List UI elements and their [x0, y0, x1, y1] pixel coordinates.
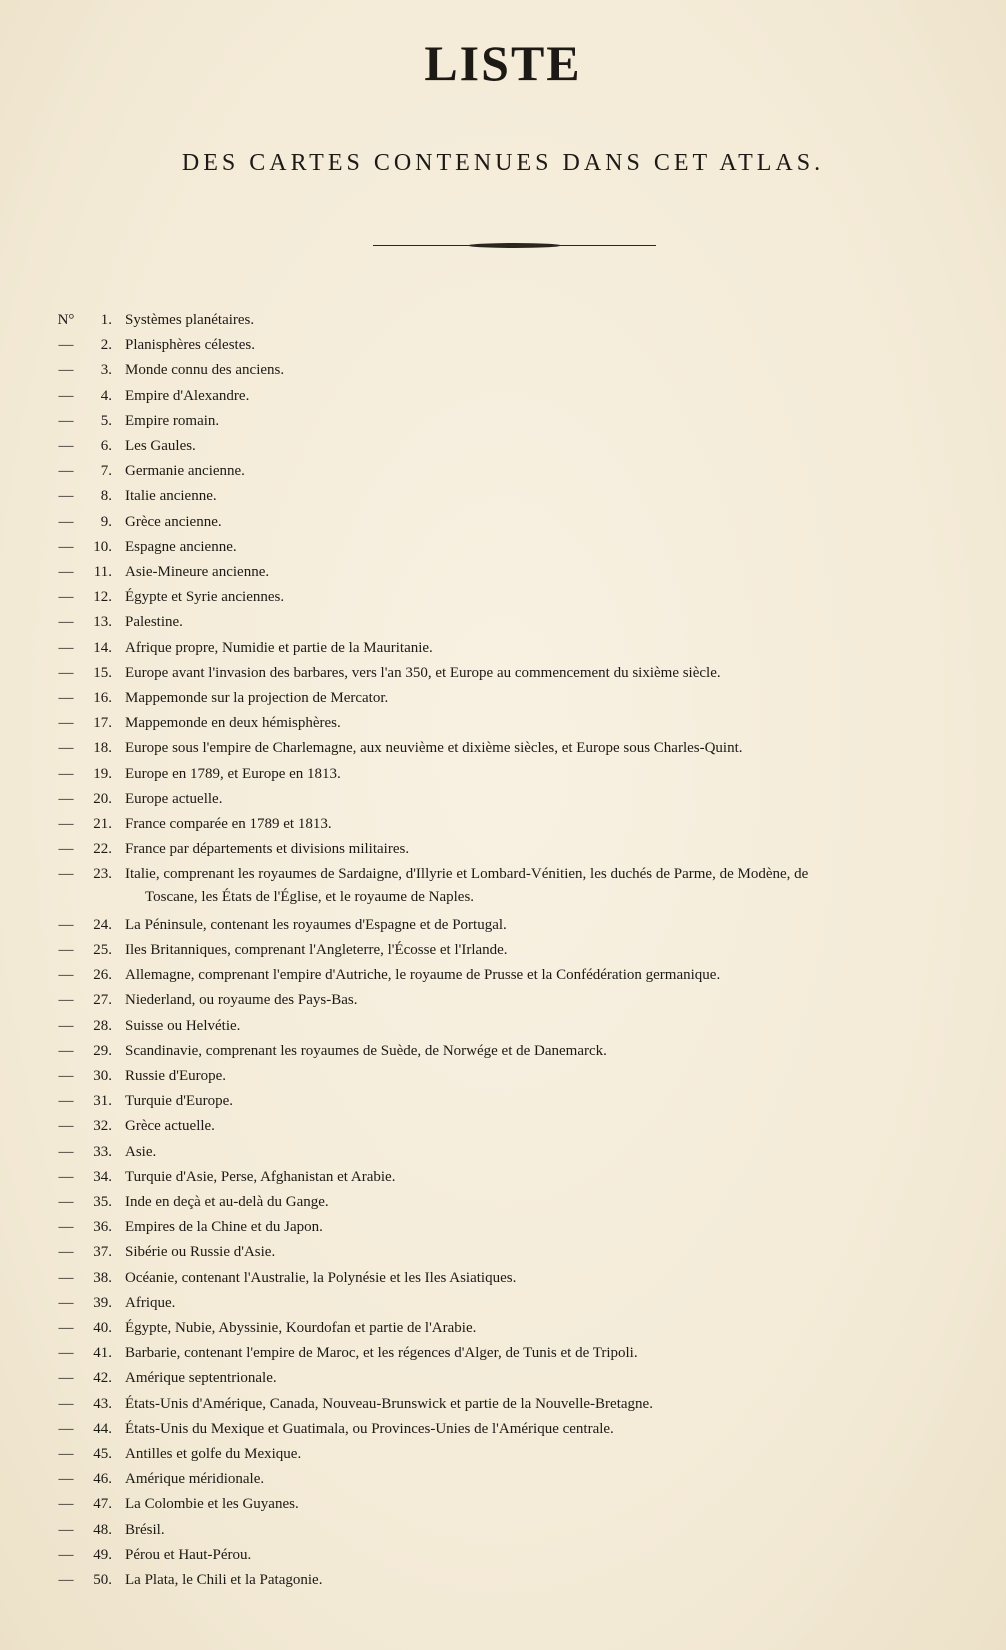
- map-title: Mappemonde sur la projection de Mercator.: [125, 690, 389, 706]
- map-number: 29.: [93, 1043, 112, 1059]
- map-number: 48.: [93, 1522, 112, 1538]
- map-number: 41.: [93, 1345, 112, 1361]
- map-title: Turquie d'Europe.: [125, 1093, 233, 1109]
- ditto-dash: —: [58, 1295, 74, 1311]
- map-number: 44.: [93, 1421, 112, 1437]
- map-title: Europe sous l'empire de Charlemagne, aux neuvième et dixième siècles, et Europe sous Charles-Quint.: [125, 740, 743, 756]
- map-title: Empire romain.: [125, 413, 220, 429]
- map-title: Europe avant l'invasion des barbares, vers l'an 350, et Europe au commencement du sixième siècle.: [125, 665, 721, 681]
- map-title: Grèce ancienne.: [125, 514, 222, 530]
- map-title: Empires de la Chine et du Japon.: [125, 1219, 323, 1235]
- map-title: Brésil.: [125, 1522, 165, 1538]
- map-number: 35.: [93, 1194, 112, 1210]
- map-title: Italie ancienne.: [125, 488, 217, 504]
- ditto-dash: —: [58, 1194, 74, 1210]
- ditto-dash: —: [58, 967, 74, 983]
- map-number: 9.: [100, 514, 112, 530]
- map-number: 38.: [93, 1270, 112, 1286]
- ditto-dash: —: [58, 1244, 74, 1260]
- map-title: Europe actuelle.: [125, 791, 223, 807]
- ditto-dash: —: [58, 362, 74, 378]
- map-number: 47.: [93, 1496, 112, 1512]
- map-title: France par départements et divisions militaires.: [125, 841, 410, 857]
- map-title: Mappemonde en deux hémisphères.: [125, 715, 341, 731]
- map-number: 11.: [93, 564, 112, 580]
- ditto-dash: —: [58, 1572, 74, 1588]
- map-number: 30.: [93, 1068, 112, 1084]
- ditto-dash: —: [58, 514, 74, 530]
- ditto-dash: —: [58, 614, 74, 630]
- map-title: Inde en deçà et au-delà du Gange.: [125, 1194, 329, 1210]
- map-number: 34.: [93, 1169, 112, 1185]
- ditto-dash: —: [58, 388, 74, 404]
- ditto-dash: —: [58, 1219, 74, 1235]
- map-number: 20.: [93, 791, 112, 807]
- ornamental-rule: [373, 244, 656, 247]
- map-title: Sibérie ou Russie d'Asie.: [125, 1244, 276, 1260]
- map-number: 25.: [93, 942, 112, 958]
- ditto-dash: —: [58, 942, 74, 958]
- map-number: 7.: [100, 463, 112, 479]
- page-subtitle: DES CARTES CONTENUES DANS CET ATLAS.: [181, 150, 825, 176]
- map-title: États-Unis d'Amérique, Canada, Nouveau-Brunswick et partie de la Nouvelle-Bretagne.: [125, 1396, 653, 1412]
- map-number: 3.: [100, 362, 112, 378]
- map-title: Afrique.: [125, 1295, 176, 1311]
- map-title: Antilles et golfe du Mexique.: [125, 1446, 302, 1462]
- map-number: 40.: [93, 1320, 112, 1336]
- map-number: 18.: [93, 740, 112, 756]
- map-number: 17.: [93, 715, 112, 731]
- map-title: Niederland, ou royaume des Pays-Bas.: [125, 992, 358, 1008]
- map-number: 19.: [93, 766, 112, 782]
- map-title: Systèmes planétaires.: [125, 312, 255, 328]
- map-title: Espagne ancienne.: [125, 539, 237, 555]
- ditto-dash: —: [58, 1421, 74, 1437]
- ditto-dash: —: [58, 766, 74, 782]
- map-title: Les Gaules.: [125, 438, 196, 454]
- ditto-dash: —: [58, 1396, 74, 1412]
- map-title: Barbarie, contenant l'empire de Maroc, et les régences d'Alger, de Tunis et de Tripoli.: [125, 1345, 638, 1361]
- ditto-dash: —: [58, 1446, 74, 1462]
- map-number: 1.: [100, 312, 112, 328]
- map-title: Palestine.: [125, 614, 183, 630]
- map-number: 50.: [93, 1572, 112, 1588]
- map-title: Afrique propre, Numidie et partie de la Mauritanie.: [125, 640, 433, 656]
- map-number: 49.: [93, 1547, 112, 1563]
- map-title: Germanie ancienne.: [125, 463, 245, 479]
- map-number: 26.: [93, 967, 112, 983]
- number-prefix: N°: [57, 312, 75, 328]
- map-number: 39.: [93, 1295, 112, 1311]
- map-title: Planisphères célestes.: [125, 337, 255, 353]
- map-number: 21.: [93, 816, 112, 832]
- ditto-dash: —: [58, 816, 74, 832]
- map-title: Égypte, Nubie, Abyssinie, Kourdofan et partie de l'Arabie.: [125, 1320, 477, 1336]
- map-number: 23.: [93, 866, 112, 882]
- map-title: Italie, comprenant les royaumes de Sardaigne, d'Illyrie et Lombard-Vénitien, les duchés de Parme, de Modène, de: [125, 866, 809, 882]
- map-title: Monde connu des anciens.: [125, 362, 285, 378]
- map-title: France comparée en 1789 et 1813.: [125, 816, 332, 832]
- map-number: 32.: [93, 1118, 112, 1134]
- ditto-dash: —: [58, 690, 74, 706]
- map-title: Europe en 1789, et Europe en 1813.: [125, 766, 341, 782]
- map-title: Allemagne, comprenant l'empire d'Autriche, le royaume de Prusse et la Confédération germanique.: [125, 967, 721, 983]
- ditto-dash: —: [58, 1043, 74, 1059]
- ditto-dash: —: [58, 589, 74, 605]
- map-number: 12.: [93, 589, 112, 605]
- ditto-dash: —: [58, 866, 74, 882]
- map-number: 15.: [93, 665, 112, 681]
- ditto-dash: —: [58, 1522, 74, 1538]
- ditto-dash: —: [58, 917, 74, 933]
- ditto-dash: —: [58, 564, 74, 580]
- map-number: 13.: [93, 614, 112, 630]
- map-title: La Péninsule, contenant les royaumes d'Espagne et de Portugal.: [125, 917, 507, 933]
- map-number: 37.: [93, 1244, 112, 1260]
- ditto-dash: —: [58, 1320, 74, 1336]
- ditto-dash: —: [58, 1118, 74, 1134]
- map-title: Scandinavie, comprenant les royaumes de Suède, de Norwége et de Danemarck.: [125, 1043, 607, 1059]
- map-number: 6.: [100, 438, 112, 454]
- ditto-dash: —: [58, 1270, 74, 1286]
- ditto-dash: —: [58, 791, 74, 807]
- ditto-dash: —: [58, 539, 74, 555]
- map-title: La Colombie et les Guyanes.: [125, 1496, 299, 1512]
- ditto-dash: —: [58, 640, 74, 656]
- map-number: 16.: [93, 690, 112, 706]
- map-number: 4.: [100, 388, 112, 404]
- ditto-dash: —: [58, 1093, 74, 1109]
- ditto-dash: —: [58, 740, 74, 756]
- map-number: 14.: [93, 640, 112, 656]
- ditto-dash: —: [58, 1144, 74, 1160]
- map-number: 5.: [100, 413, 112, 429]
- ditto-dash: —: [58, 1068, 74, 1084]
- map-number: 42.: [93, 1370, 112, 1386]
- map-title: Turquie d'Asie, Perse, Afghanistan et Arabie.: [125, 1169, 396, 1185]
- map-number: 10.: [93, 539, 112, 555]
- ditto-dash: —: [58, 337, 74, 353]
- ditto-dash: —: [58, 1370, 74, 1386]
- ditto-dash: —: [58, 463, 74, 479]
- map-number: 43.: [93, 1396, 112, 1412]
- ditto-dash: —: [58, 1547, 74, 1563]
- map-number: 24.: [93, 917, 112, 933]
- map-title: Pérou et Haut-Pérou.: [125, 1547, 252, 1563]
- map-number: 46.: [93, 1471, 112, 1487]
- map-title: Russie d'Europe.: [125, 1068, 227, 1084]
- map-number: 28.: [93, 1018, 112, 1034]
- ditto-dash: —: [58, 488, 74, 504]
- map-title: Iles Britanniques, comprenant l'Angleterre, l'Écosse et l'Irlande.: [125, 942, 508, 958]
- ditto-dash: —: [58, 715, 74, 731]
- ditto-dash: —: [58, 992, 74, 1008]
- map-number: 33.: [93, 1144, 112, 1160]
- page-title: LISTE: [424, 35, 582, 91]
- ditto-dash: —: [58, 1496, 74, 1512]
- ditto-dash: —: [58, 1169, 74, 1185]
- map-title: Amérique septentrionale.: [125, 1370, 277, 1386]
- map-title-continuation: Toscane, les États de l'Église, et le royaume de Naples.: [145, 889, 475, 905]
- map-number: 22.: [93, 841, 112, 857]
- ditto-dash: —: [58, 665, 74, 681]
- rule-swell: [468, 243, 561, 248]
- map-title: Amérique méridionale.: [125, 1471, 265, 1487]
- map-number: 27.: [93, 992, 112, 1008]
- map-title: Suisse ou Helvétie.: [125, 1018, 241, 1034]
- map-title: Asie-Mineure ancienne.: [125, 564, 270, 580]
- map-number: 2.: [100, 337, 112, 353]
- map-title: Asie.: [125, 1144, 157, 1160]
- ditto-dash: —: [58, 1345, 74, 1361]
- map-number: 36.: [93, 1219, 112, 1235]
- map-title: Grèce actuelle.: [125, 1118, 215, 1134]
- ditto-dash: —: [58, 1471, 74, 1487]
- ditto-dash: —: [58, 438, 74, 454]
- ditto-dash: —: [58, 1018, 74, 1034]
- map-number: 31.: [93, 1093, 112, 1109]
- map-title: Océanie, contenant l'Australie, la Polynésie et les Iles Asiatiques.: [125, 1270, 517, 1286]
- map-title: La Plata, le Chili et la Patagonie.: [125, 1572, 323, 1588]
- map-title: Égypte et Syrie anciennes.: [125, 589, 285, 605]
- map-number: 8.: [100, 488, 112, 504]
- ditto-dash: —: [58, 841, 74, 857]
- map-number: 45.: [93, 1446, 112, 1462]
- ditto-dash: —: [58, 413, 74, 429]
- map-title: Empire d'Alexandre.: [125, 388, 250, 404]
- map-title: États-Unis du Mexique et Guatimala, ou Provinces-Unies de l'Amérique centrale.: [125, 1421, 614, 1437]
